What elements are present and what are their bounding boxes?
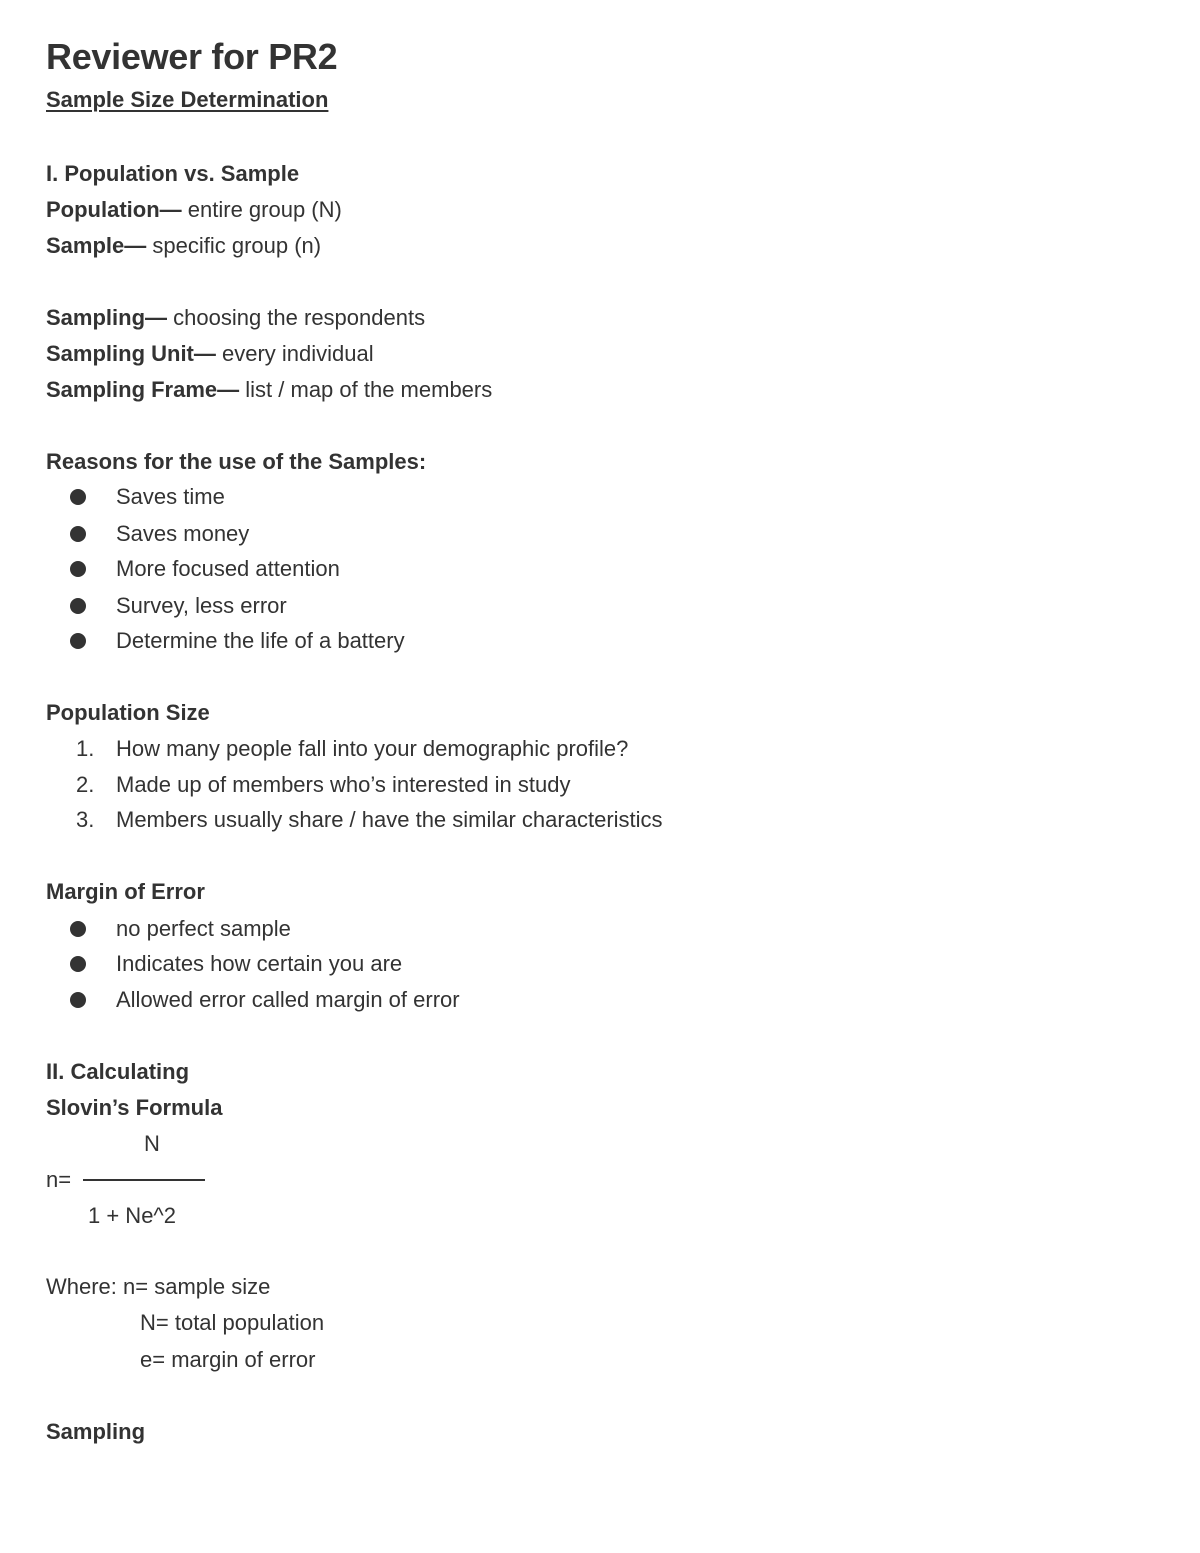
list-item-text: Determine the life of a battery xyxy=(116,628,405,653)
definition-desc: entire group (N) xyxy=(181,197,342,222)
definition-term: Population— xyxy=(46,197,182,222)
fraction-bar xyxy=(83,1179,205,1181)
formula-heading: Slovin’s Formula xyxy=(46,1095,223,1120)
where-line: N= total population xyxy=(140,1310,325,1335)
bullet-icon xyxy=(70,489,86,505)
section-2-heading: II. Calculating xyxy=(46,1059,190,1084)
list-item-text: How many people fall into your demographic profile? xyxy=(116,736,629,761)
list-item-number: 1. xyxy=(76,736,95,761)
margin-of-error-heading: Margin of Error xyxy=(46,879,205,904)
bullet-icon xyxy=(70,921,86,937)
list-item-text: More focused attention xyxy=(116,556,340,581)
list-item-text: no perfect sample xyxy=(116,916,291,941)
definition-term: Sampling— xyxy=(46,305,168,330)
list-item-text: Made up of members who’s interested in study xyxy=(116,772,571,797)
list-item-text: Indicates how certain you are xyxy=(116,951,403,976)
definition-term: Sample— xyxy=(46,233,147,258)
sampling-heading: Sampling xyxy=(46,1419,146,1444)
list-item-number: 2. xyxy=(76,772,95,797)
definition-desc: specific group (n) xyxy=(146,233,322,258)
list-item-text: Saves money xyxy=(116,521,250,546)
list-item-text: Saves time xyxy=(116,484,225,509)
definition-desc: list / map of the members xyxy=(239,377,493,402)
formula-denominator: 1 + Ne^2 xyxy=(88,1203,176,1228)
list-item-number: 3. xyxy=(76,807,95,832)
definition-population xyxy=(46,196,342,224)
section-1-heading: I. Population vs. Sample xyxy=(46,161,300,186)
bullet-icon xyxy=(70,598,86,614)
population-size-heading: Population Size xyxy=(46,700,210,725)
document-title: Reviewer for PR2 xyxy=(46,36,338,77)
definition-sampling-frame xyxy=(46,376,492,404)
formula-lhs: n= xyxy=(46,1167,72,1192)
where-line: e= margin of error xyxy=(140,1347,316,1372)
bullet-icon xyxy=(70,526,86,542)
bullet-icon xyxy=(70,992,86,1008)
list-item-text: Members usually share / have the similar characteristics xyxy=(116,807,663,832)
reasons-heading: Reasons for the use of the Samples: xyxy=(46,449,427,474)
definition-desc: every individual xyxy=(215,341,374,366)
definition-desc: choosing the respondents xyxy=(167,305,426,330)
definition-sampling xyxy=(46,304,425,332)
definition-sample xyxy=(46,232,321,260)
definition-term: Sampling Frame— xyxy=(46,377,240,402)
list-item-text: Survey, less error xyxy=(116,593,287,618)
list-item-text: Allowed error called margin of error xyxy=(116,987,460,1012)
bullet-icon xyxy=(70,561,86,577)
bullet-icon xyxy=(70,956,86,972)
where-line: Where: n= sample size xyxy=(46,1274,271,1299)
definition-term: Sampling Unit— xyxy=(46,341,216,366)
definition-sampling-unit xyxy=(46,340,374,368)
formula-numerator: N xyxy=(144,1131,160,1156)
bullet-icon xyxy=(70,633,86,649)
formula-row xyxy=(46,1166,71,1194)
document-subtitle: Sample Size Determination xyxy=(46,87,329,112)
